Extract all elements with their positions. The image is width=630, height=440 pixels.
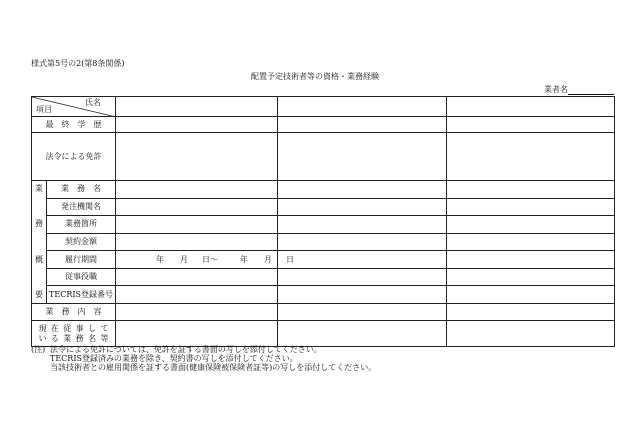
- period-day-start: 日～: [202, 254, 218, 264]
- final-education-label: 最 終 学 歴: [32, 117, 116, 133]
- amount-row: [32, 233, 615, 251]
- person-1-name-cell[interactable]: [116, 97, 278, 117]
- amount-label: 契約金額: [47, 233, 116, 251]
- client-cell-1[interactable]: [116, 198, 278, 216]
- group-char-4: 要: [35, 289, 43, 299]
- tecris-cell-2[interactable]: [278, 286, 447, 304]
- qualification-table: [31, 96, 615, 347]
- business-name-label: 業 務 名: [47, 181, 116, 199]
- period-year-start: 年: [156, 254, 164, 264]
- location-cell-1[interactable]: [116, 216, 278, 234]
- company-name-field[interactable]: [568, 94, 614, 95]
- table-header-row: [32, 97, 615, 117]
- tecris-label: TECRIS登録番号: [47, 286, 116, 304]
- header-name-label: 氏名: [85, 98, 101, 107]
- period-month-end: 月: [264, 254, 272, 264]
- business-content-label: 業 務 内 容: [32, 304, 116, 321]
- notes-label: (注): [31, 345, 46, 354]
- business-name-cell-1[interactable]: [116, 181, 278, 199]
- notes-section: [31, 345, 376, 372]
- period-cell-2[interactable]: [278, 251, 447, 269]
- license-label: 法令による免許: [32, 133, 116, 181]
- period-row: [32, 251, 615, 269]
- group-char-1: 業: [35, 184, 43, 193]
- role-cell-3[interactable]: [447, 268, 615, 286]
- period-label: 履行期間: [47, 251, 116, 269]
- current-work-cell-1[interactable]: [116, 321, 278, 347]
- current-work-label-line-1: 現在従事して: [38, 323, 113, 333]
- period-cell-1[interactable]: [116, 251, 294, 269]
- tecris-cell-3[interactable]: [447, 286, 615, 304]
- license-cell-1[interactable]: [116, 133, 278, 181]
- client-cell-3[interactable]: [447, 198, 615, 216]
- tecris-cell-1[interactable]: [116, 286, 278, 304]
- location-cell-2[interactable]: [278, 216, 447, 234]
- business-content-cell-2[interactable]: [278, 304, 447, 321]
- license-cell-2[interactable]: [278, 133, 447, 181]
- note-2-text: TECRIS登録済みの業務を除き、契約書の写しを添付してください。: [50, 354, 298, 363]
- final-education-row: [32, 117, 615, 133]
- form-code: 様式第5号の2(第8条関係): [31, 59, 125, 68]
- note-3-text: 当該技術者との雇用関係を証する書面(健康保険被保険者証等)の写しを添付してください。: [50, 363, 377, 372]
- period-year-end: 年: [240, 254, 248, 264]
- document-title: 配置予定技術者等の資格・業務経験: [251, 72, 379, 81]
- business-content-cell-1[interactable]: [116, 304, 278, 321]
- business-name-row: [32, 181, 615, 199]
- amount-cell-3[interactable]: [447, 233, 615, 251]
- group-char-2: 務: [35, 219, 43, 229]
- current-work-cell-3[interactable]: [447, 321, 615, 347]
- current-work-cell-2[interactable]: [278, 321, 447, 347]
- tecris-row: [32, 286, 615, 304]
- business-name-cell-3[interactable]: [447, 181, 615, 199]
- current-work-label-line-2: いる業務名等: [38, 333, 113, 343]
- final-education-cell-3[interactable]: [447, 117, 615, 133]
- client-label: 発注機関名: [47, 198, 116, 216]
- client-cell-2[interactable]: [278, 198, 447, 216]
- period-month-start: 月: [180, 254, 188, 264]
- role-cell-1[interactable]: [116, 268, 278, 286]
- note-1: [31, 345, 376, 354]
- note-1-text: 法令による免許については、免許を証する書面の写しを添付してください。: [50, 345, 322, 354]
- note-3: [31, 363, 376, 372]
- period-day-end: 日: [286, 254, 294, 264]
- note-2: [31, 354, 376, 363]
- license-row: [32, 133, 615, 181]
- location-label: 業務箇所: [47, 216, 116, 234]
- location-row: [32, 216, 615, 234]
- person-2-name-cell[interactable]: [278, 97, 447, 117]
- location-cell-3[interactable]: [447, 216, 615, 234]
- business-name-cell-2[interactable]: [278, 181, 447, 199]
- amount-cell-1[interactable]: [116, 233, 278, 251]
- business-content-cell-3[interactable]: [447, 304, 615, 321]
- role-row: [32, 268, 615, 286]
- current-work-label: [32, 321, 116, 347]
- business-content-row: [32, 304, 615, 321]
- group-char-3: 概: [35, 254, 43, 264]
- header-item-label: 項目: [36, 105, 52, 114]
- company-name-label: 業者名: [544, 85, 568, 94]
- diagonal-header-cell: [32, 97, 116, 117]
- license-cell-3[interactable]: [447, 133, 615, 181]
- role-cell-2[interactable]: [278, 268, 447, 286]
- current-work-row: [32, 321, 615, 347]
- final-education-cell-1[interactable]: [116, 117, 278, 133]
- role-label: 従事役職: [47, 268, 116, 286]
- final-education-cell-2[interactable]: [278, 117, 447, 133]
- business-summary-group-label: [32, 181, 47, 304]
- amount-cell-2[interactable]: [278, 233, 447, 251]
- person-3-name-cell[interactable]: [447, 97, 615, 117]
- client-row: [32, 198, 615, 216]
- period-cell-3[interactable]: [447, 251, 615, 269]
